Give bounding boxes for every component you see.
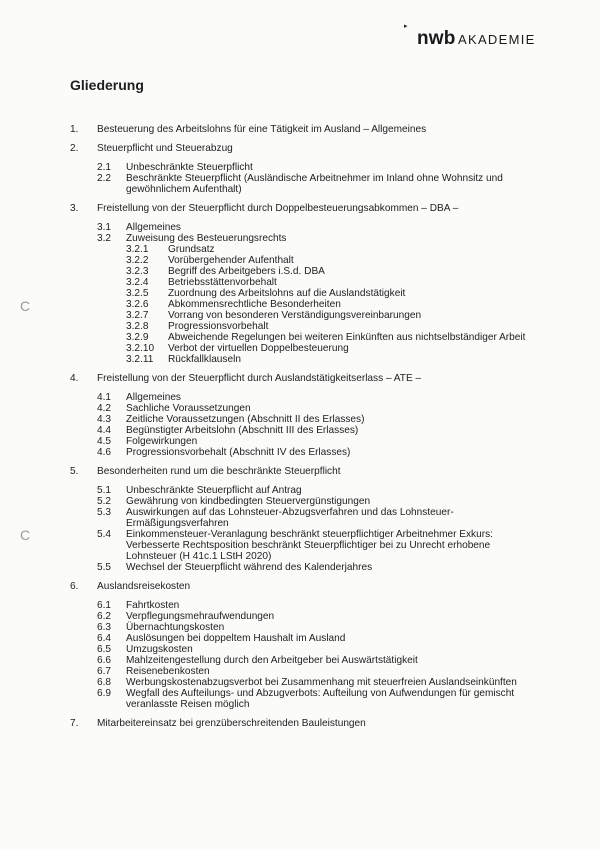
toc-entry bbox=[0, 354, 600, 365]
toc-entry-text: Besonderheiten rund um die beschränkte Steuerpflicht bbox=[97, 466, 341, 477]
toc-entry-text: Wegfall des Aufteilungs- und Abzugverbots: Aufteilung von Aufwendungen für gemischt veranlasste Reisen möglich bbox=[126, 688, 515, 710]
toc-entry-text: Auslösungen bei doppeltem Haushalt im Ausland bbox=[126, 633, 346, 644]
toc-entry-number: 3.2.11 bbox=[126, 354, 154, 365]
toc-entry-number: 3.2.10 bbox=[126, 343, 155, 354]
toc-entry-text: Abweichende Regelungen bei weiteren Einkünften aus nichtselbständiger Arbeit bbox=[168, 332, 526, 343]
toc-entry-text: Beschränkte Steuerpflicht (Ausländische Arbeitnehmer im Inland ohne Wohnsitz und gewöhnlichem Aufenthalt) bbox=[126, 173, 503, 195]
toc-entry-text: Werbungskostenabzugsverbot bei Zusammenhang mit steuerfreien Auslandseinkünften bbox=[126, 677, 517, 688]
toc-entry bbox=[0, 321, 600, 332]
toc-entry-text: Zuweisung des Besteuerungsrechts bbox=[126, 233, 287, 244]
toc-entry-text: Besteuerung des Arbeitslohns für eine Tätigkeit im Ausland – Allgemeines bbox=[97, 124, 427, 135]
toc-entry bbox=[0, 611, 600, 622]
toc-entry-number: 4.1 bbox=[97, 392, 112, 403]
toc-entry bbox=[0, 436, 600, 447]
toc-entry-text: Auslandsreisekosten bbox=[97, 581, 191, 592]
toc-entry-number: 4.3 bbox=[97, 414, 112, 425]
toc-entry bbox=[0, 688, 600, 710]
logo-suffix: AKADEMIE bbox=[458, 32, 536, 47]
toc-entry-number: 3.2.9 bbox=[126, 332, 149, 343]
toc-entry bbox=[0, 233, 600, 244]
toc-entry-number: 3.2.3 bbox=[126, 266, 149, 277]
toc-entry bbox=[0, 173, 600, 195]
toc-entry bbox=[0, 244, 600, 255]
toc-entry-number: 3.2.8 bbox=[126, 321, 149, 332]
toc-entry bbox=[0, 414, 600, 425]
toc-entry-text: Folgewirkungen bbox=[126, 436, 198, 447]
table-of-contents bbox=[0, 124, 600, 729]
toc-entry-text: Allgemeines bbox=[126, 392, 181, 403]
margin-bracket-mark: C bbox=[20, 298, 31, 314]
toc-entry-number: 6.4 bbox=[97, 633, 112, 644]
toc-entry-number: 1. bbox=[70, 124, 79, 135]
toc-entry-number: 3.2 bbox=[97, 233, 112, 244]
toc-entry bbox=[0, 562, 600, 573]
toc-entry-text: Freistellung von der Steuerpflicht durch Auslandstätigkeitserlass – ATE – bbox=[97, 373, 422, 384]
toc-entry bbox=[0, 644, 600, 655]
toc-entry-text: Gewährung von kindbedingten Steuervergünstigungen bbox=[126, 496, 371, 507]
toc-entry bbox=[0, 677, 600, 688]
toc-entry-number: 4.5 bbox=[97, 436, 112, 447]
toc-entry bbox=[0, 485, 600, 496]
toc-entry bbox=[0, 203, 600, 214]
toc-entry-text: Zuordnung des Arbeitslohns auf die Auslandstätigkeit bbox=[168, 288, 406, 299]
toc-entry-number: 6.6 bbox=[97, 655, 112, 666]
toc-entry-number: 3.1 bbox=[97, 222, 112, 233]
toc-entry-number: 2. bbox=[70, 143, 79, 154]
toc-entry bbox=[0, 425, 600, 436]
toc-entry-text: Wechsel der Steuerpflicht während des Kalenderjahres bbox=[126, 562, 373, 573]
toc-entry bbox=[0, 143, 600, 154]
toc-entry-number: 5.4 bbox=[97, 529, 112, 540]
toc-entry bbox=[0, 581, 600, 592]
toc-entry-number: 3.2.7 bbox=[126, 310, 149, 321]
toc-entry-number: 6. bbox=[70, 581, 79, 592]
toc-entry bbox=[0, 466, 600, 477]
toc-entry bbox=[0, 392, 600, 403]
toc-entry-number: 4.6 bbox=[97, 447, 112, 458]
toc-entry-number: 4.2 bbox=[97, 403, 112, 414]
toc-entry bbox=[0, 529, 600, 562]
toc-entry-text: Progressionsvorbehalt bbox=[168, 321, 269, 332]
toc-entry-number: 6.5 bbox=[97, 644, 112, 655]
toc-entry-number: 3.2.5 bbox=[126, 288, 149, 299]
toc-entry bbox=[0, 332, 600, 343]
toc-entry-text: Zeitliche Voraussetzungen (Abschnitt II des Erlasses) bbox=[126, 414, 365, 425]
toc-entry bbox=[0, 162, 600, 173]
toc-entry-text: Einkommensteuer-Veranlagung beschränkt steuerpflichtiger Arbeitnehmer Exkurs: Verbesserte Rechtsposition beschränkt Steuerpflichtiger bei zu Unrecht erhobene Lohnsteuer (H 41c.1 LStH 2020) bbox=[126, 529, 493, 562]
toc-entry-text: Vorrang von besonderen Verständigungsvereinbarungen bbox=[168, 310, 422, 321]
toc-entry bbox=[0, 718, 600, 729]
toc-entry-text: Freistellung von der Steuerpflicht durch Doppelbesteuerungsabkommen – DBA – bbox=[97, 203, 459, 214]
toc-entry-text: Umzugskosten bbox=[126, 644, 193, 655]
toc-entry bbox=[0, 496, 600, 507]
toc-entry bbox=[0, 343, 600, 354]
toc-entry-number: 3.2.1 bbox=[126, 244, 149, 255]
toc-entry-number: 3.2.4 bbox=[126, 277, 149, 288]
toc-entry-text: Auswirkungen auf das Lohnsteuer-Abzugsverfahren und das Lohnsteuer-Ermäßigungsverfahren bbox=[126, 507, 454, 529]
toc-entry bbox=[0, 299, 600, 310]
toc-entry-number: 3.2.2 bbox=[126, 255, 149, 266]
toc-entry bbox=[0, 403, 600, 414]
toc-entry-text: Begriff des Arbeitgebers i.S.d. DBA bbox=[168, 266, 325, 277]
toc-entry bbox=[0, 373, 600, 384]
toc-entry-number: 3. bbox=[70, 203, 79, 214]
toc-entry bbox=[0, 288, 600, 299]
toc-entry-text: Unbeschränkte Steuerpflicht auf Antrag bbox=[126, 485, 302, 496]
toc-entry-text: Unbeschränkte Steuerpflicht bbox=[126, 162, 253, 173]
toc-entry-number: 6.2 bbox=[97, 611, 112, 622]
toc-entry-text: Begünstigter Arbeitslohn (Abschnitt III des Erlasses) bbox=[126, 425, 359, 436]
toc-entry-number: 6.1 bbox=[97, 600, 112, 611]
toc-entry-text: Grundsatz bbox=[168, 244, 215, 255]
toc-entry-text: Steuerpflicht und Steuerabzug bbox=[97, 143, 233, 154]
toc-entry-text: Betriebsstättenvorbehalt bbox=[168, 277, 277, 288]
toc-entry-number: 4. bbox=[70, 373, 79, 384]
logo-arrow-icon: ▸ bbox=[404, 23, 408, 30]
toc-entry-number: 5.1 bbox=[97, 485, 112, 496]
toc-entry bbox=[0, 124, 600, 135]
toc-entry-number: 5. bbox=[70, 466, 79, 477]
toc-entry-number: 5.2 bbox=[97, 496, 112, 507]
toc-entry-number: 2.1 bbox=[97, 162, 112, 173]
toc-entry bbox=[0, 622, 600, 633]
toc-entry-text: Vorübergehender Aufenthalt bbox=[168, 255, 294, 266]
toc-entry-number: 2.2 bbox=[97, 173, 112, 184]
toc-entry-number: 6.8 bbox=[97, 677, 112, 688]
toc-entry-text: Progressionsvorbehalt (Abschnitt IV des Erlasses) bbox=[126, 447, 351, 458]
toc-entry bbox=[0, 655, 600, 666]
toc-entry-number: 4.4 bbox=[97, 425, 112, 436]
toc-entry-text: Fahrtkosten bbox=[126, 600, 180, 611]
toc-entry bbox=[0, 666, 600, 677]
toc-entry-text: Reisenebenkosten bbox=[126, 666, 210, 677]
toc-entry bbox=[0, 600, 600, 611]
toc-entry bbox=[0, 277, 600, 288]
toc-entry-number: 7. bbox=[70, 718, 79, 729]
toc-entry-number: 3.2.6 bbox=[126, 299, 149, 310]
toc-entry-text: Mahlzeitengestellung durch den Arbeitgeber bei Auswärtstätigkeit bbox=[126, 655, 418, 666]
toc-entry-text: Rückfallklauseln bbox=[168, 354, 241, 365]
toc-entry bbox=[0, 507, 600, 529]
toc-entry-text: Übernachtungskosten bbox=[126, 622, 225, 633]
toc-entry-text: Abkommensrechtliche Besonderheiten bbox=[168, 299, 341, 310]
toc-entry-text: Verbot der virtuellen Doppelbesteuerung bbox=[168, 343, 349, 354]
toc-entry-number: 6.3 bbox=[97, 622, 112, 633]
toc-entry-number: 5.5 bbox=[97, 562, 112, 573]
toc-entry-number: 5.3 bbox=[97, 507, 112, 518]
toc-entry bbox=[0, 222, 600, 233]
toc-entry-text: Verpflegungsmehraufwendungen bbox=[126, 611, 275, 622]
toc-entry bbox=[0, 255, 600, 266]
toc-entry-text: Mitarbeitereinsatz bei grenzüberschreitenden Bauleistungen bbox=[97, 718, 366, 729]
page-title: Gliederung bbox=[70, 77, 144, 93]
toc-entry-number: 6.9 bbox=[97, 688, 112, 699]
logo-brand: nwb bbox=[417, 28, 456, 49]
toc-entry bbox=[0, 266, 600, 277]
toc-entry bbox=[0, 633, 600, 644]
toc-entry-number: 6.7 bbox=[97, 666, 112, 677]
toc-entry bbox=[0, 310, 600, 321]
toc-entry-text: Allgemeines bbox=[126, 222, 181, 233]
margin-bracket-mark: C bbox=[20, 527, 31, 543]
toc-entry bbox=[0, 447, 600, 458]
toc-entry-text: Sachliche Voraussetzungen bbox=[126, 403, 251, 414]
